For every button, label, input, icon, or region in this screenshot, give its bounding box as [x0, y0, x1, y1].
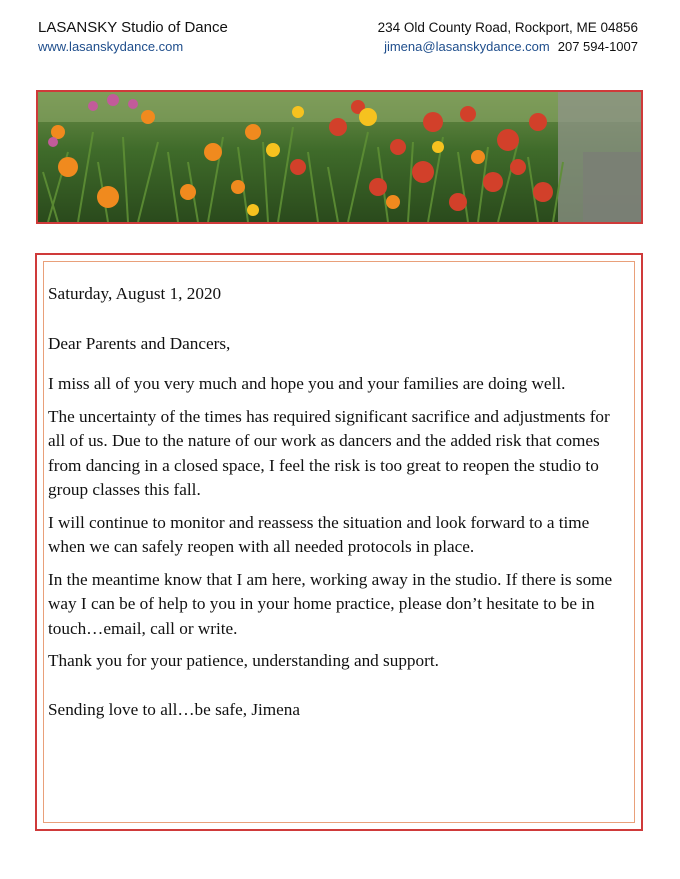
letter-thanks: Thank you for your patience, understanding and support.: [48, 651, 439, 670]
phone-number: 207 594-1007: [557, 39, 638, 54]
studio-name: LASANSKY Studio of Dance: [38, 19, 228, 36]
letter-date: Saturday, August 1, 2020: [48, 284, 222, 303]
website-link[interactable]: www.lasanskydance.com: [38, 39, 184, 54]
letter-closing: Sending love to all…be safe, Jimena: [48, 699, 301, 719]
letterhead-left: [38, 18, 228, 56]
letter-paragraph: The uncertainty of the times has required significant sacrifice and adjustments for all of us. Due to the nature of our work as dancers and the added risk that comes from dancing in a closed space, I feel the risk is too great to reopen the studio to group classes this fall.: [48, 406, 610, 499]
garden-photo-illustration: [38, 92, 641, 222]
letterhead: [38, 18, 638, 58]
contact-line: [378, 37, 638, 56]
letter-paragraph: I will continue to monitor and reassess the situation and look forward to a time when we can safely reopen with all needed protocols in place.: [48, 512, 590, 556]
studio-address: 234 Old County Road, Rockport, ME 04856: [377, 20, 638, 35]
daylily-garden-photo: [36, 90, 643, 224]
letter-paragraph: In the meantime know that I am here, working away in the studio. If there is some way I can be of help to you in your home practice, please don’t hesitate to be in touch…email, call or write.: [48, 569, 613, 638]
letter-greeting: Dear Parents and Dancers,: [48, 333, 231, 353]
letterhead-right: [378, 18, 638, 56]
letter-body: [48, 282, 613, 722]
email-link[interactable]: jimena@lasanskydance.com: [384, 39, 550, 54]
letter-paragraph: I miss all of you very much and hope you and your families are doing well.: [48, 374, 566, 393]
